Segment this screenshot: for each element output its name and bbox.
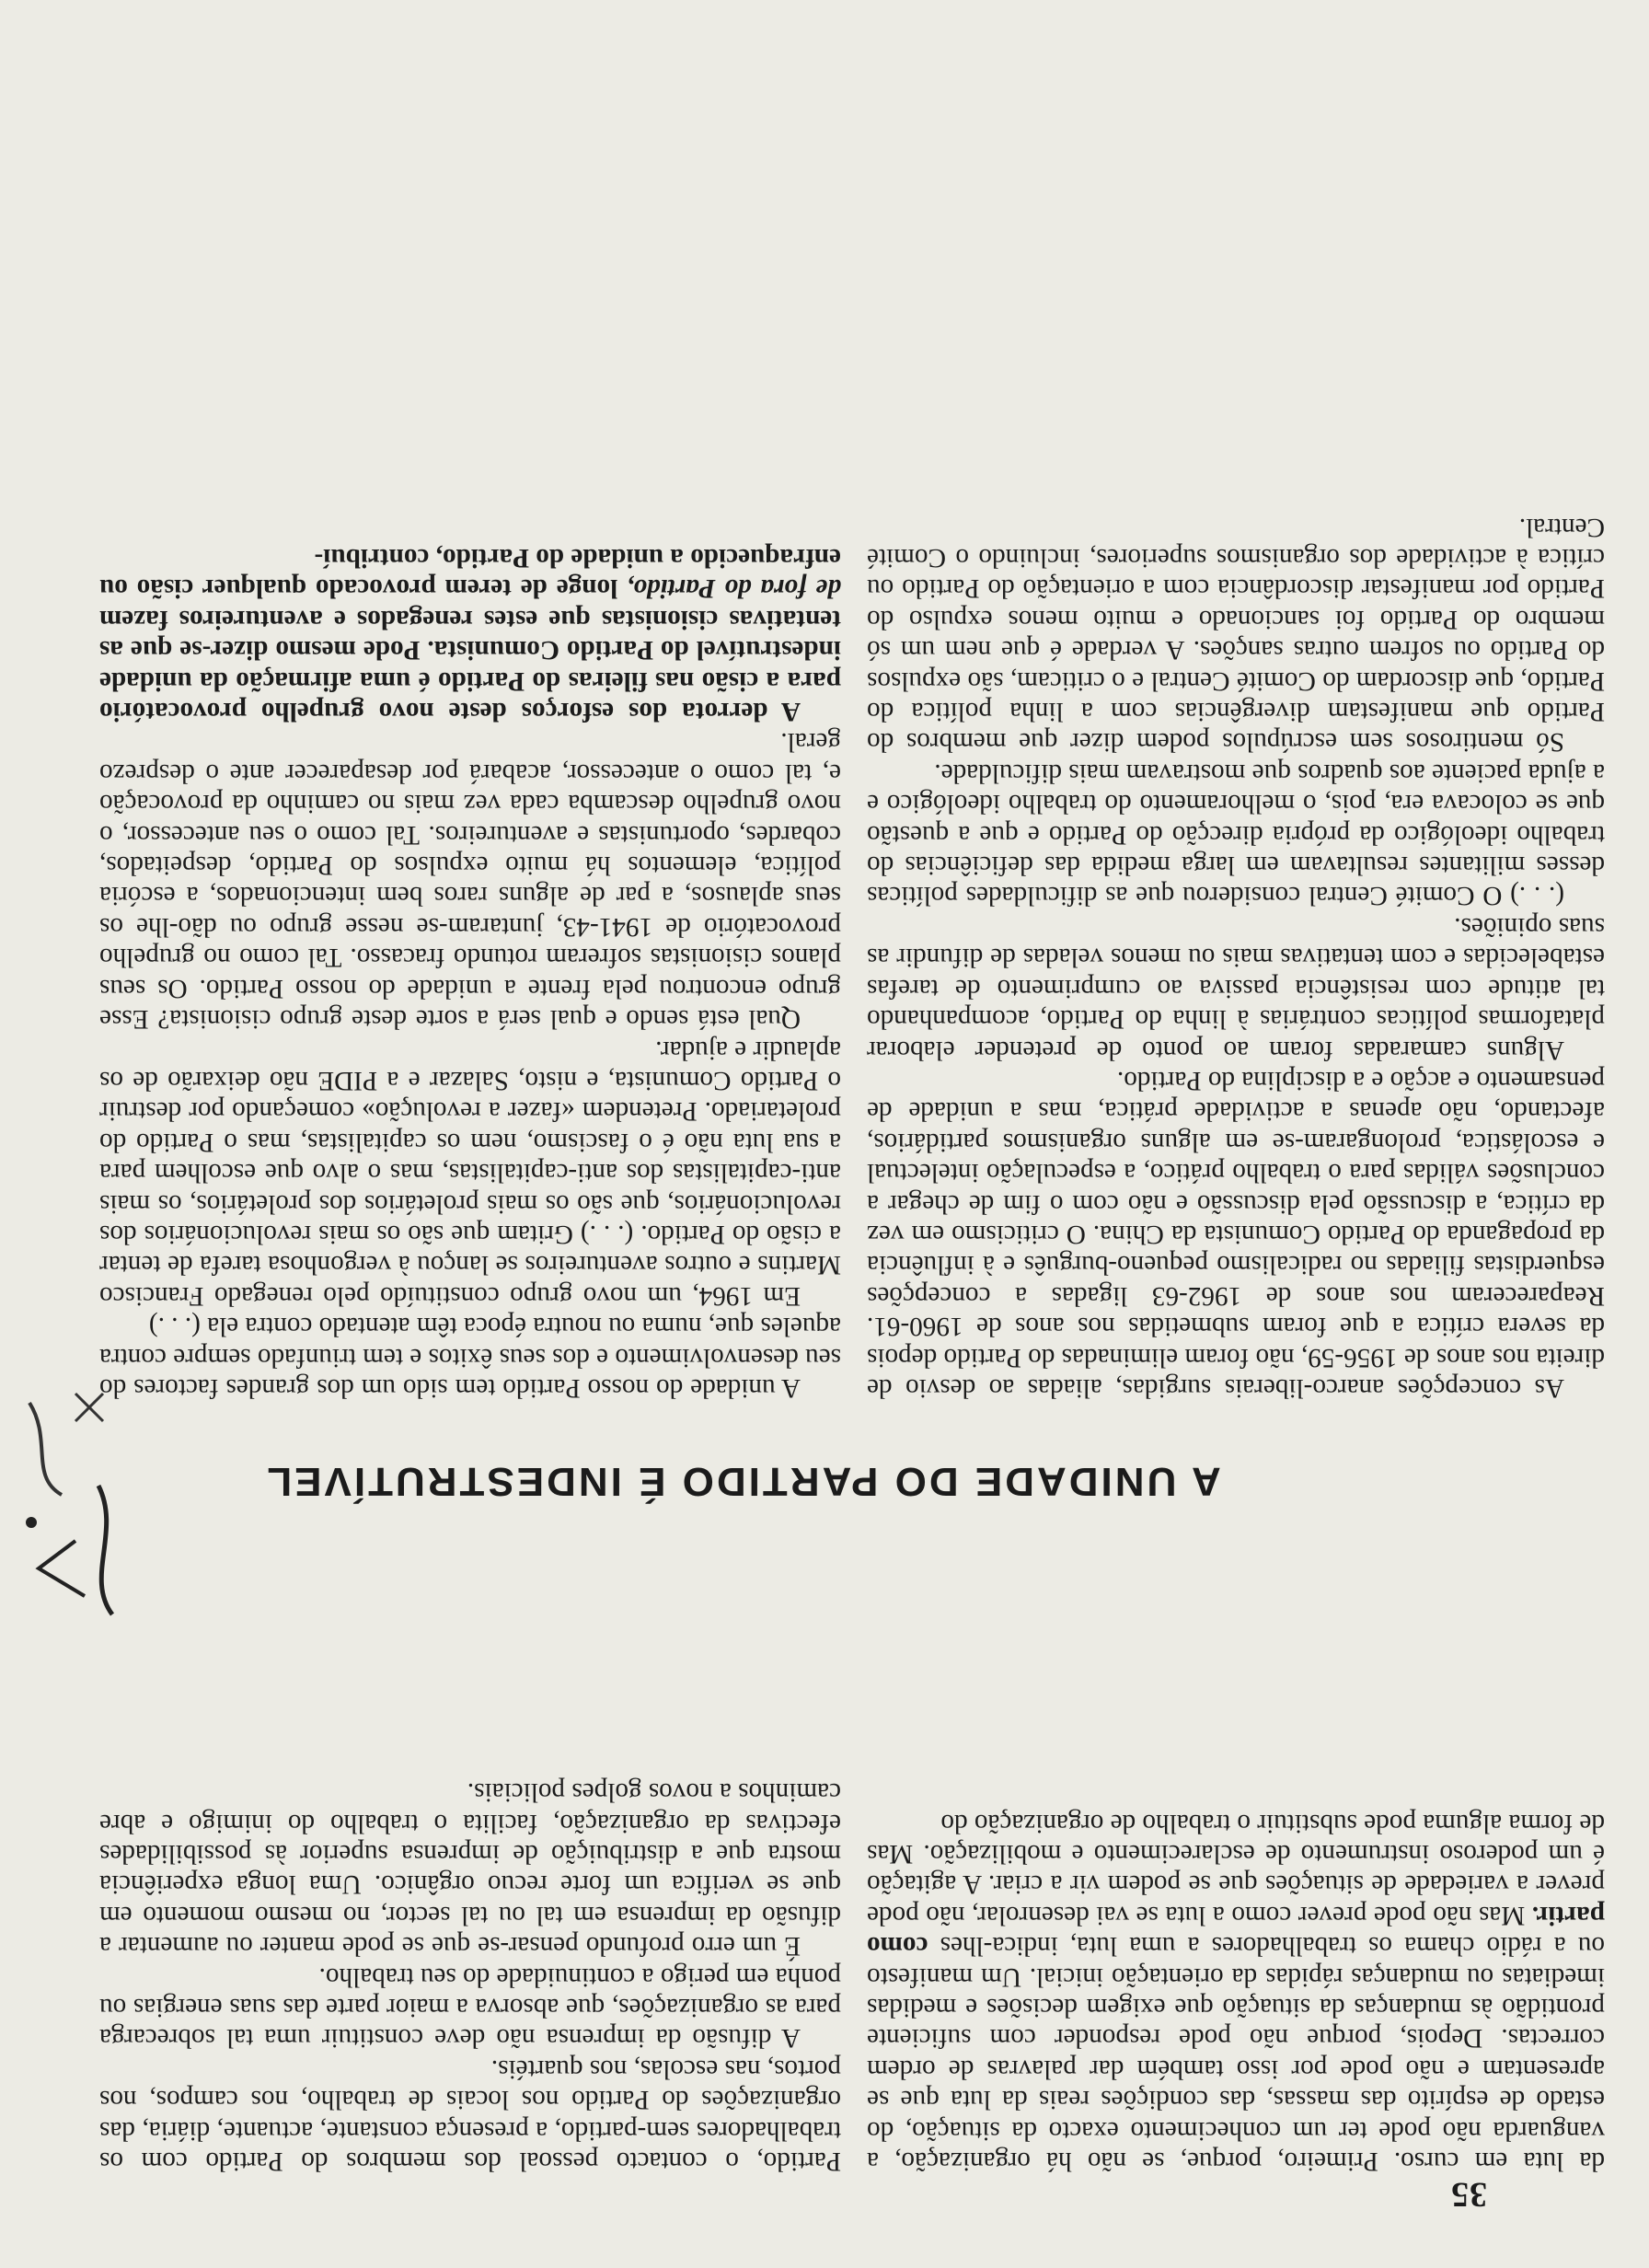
text-run: Mas não pode prever como a luta se vai desenrolar, não pode prever a variedade de situações que se podem vir a criar. A agitação é um poderoso instrumento de esclarecimento e mobilização. Mas de forma alguma pode substituir o trabalho de organização do: [867, 1808, 1605, 1930]
paragraph-bold: [99, 542, 841, 726]
paragraph: Alguns camaradas foram ao ponto de pretender elaborar plataformas políticas contrárias à linha do Partido, acompanhando tal atitude com resistência passiva ao cumprimento de tarefas estabelecidas e com tentativas mais ou menos veladas de difundir as suas opiniões.: [867, 911, 1605, 1065]
handwritten-margin-mark: [2, 1348, 140, 1633]
paragraph: As concepções anarco-liberais surgidas, aliadas ao desvio de direita nos anos de 1956-59, não foram eliminadas do Partido depois da severa crítica a que foram submetidas nos anos de 1960-61. Reapareceram nos anos de 1962-63 ligadas a concepções esquerdistas filiadas no radicalismo pequeno-burguês e à influência da propaganda do Partido Comunista da China. O criticismo em vez da crítica, a discussão pela discussão e não com o fim de chegar a conclusões válidas para o trabalho prático, a especulação intelectual e escolástica, prolongaram-se em alguns organismos partidários, afectando, não apenas a actividade prática, mas a unidade de pensamento e acção e a disciplina do Partido.: [867, 1065, 1605, 1403]
article-headline: A UNIDADE DO PARTIDO É INDESTRUTÍVEL: [264, 1459, 1221, 1504]
paragraph: Em 1964, um novo grupo constituído pelo renegado Francisco Martins e outros aventureiros se lançou à vergonhosa tarefa de tentar a cisão do Partido. (. . .) Gritam que são os mais revolucionários dos revolucionários, que são os mais proletários dos proletários, os mais anti-capitalistas dos anti-capitalistas, mas o alvo que escolhem para a sua luta não é o fascismo, nem os capitalistas, mas o Partido do proletariado. Pretendem «fazer a revolução» começando por destruir o Partido Comunista, e nisto, Salazar e a PIDE não deixarão de os aplaudir e ajudar.: [99, 1035, 841, 1311]
paragraph: A difusão da imprensa não deve constituir uma tal sobrecarga para as organizações, que absorva a maior parte das suas energias ou ponha em perigo a continuidade do seu trabalho.: [99, 1961, 841, 2054]
paragraph: Qual está sendo e qual será a sorte deste grupo cisionista? Esse grupo encontrou pela frente a unidade do nosso Partido. Os seus planos cisionistas sofreram rotundo fracasso. Tal como no grupelho provocatório de 1941-43, juntaram-se nesse grupo ou dão-lhe os seus aplausos, a par de alguns raros bem intencionados, a escória política, elementos há muito expulsos do Partido, despeitados, cobardes, oportunistas e aventureiros. Tal como o seu antecessor, o novo grupelho descamba cada vez mais no caminho da provocação e, tal como o antecessor, acabará por desaparecer ante o desprezo geral.: [99, 727, 841, 1035]
text-run: A derrota dos esforços deste novo grupelho provocatório para a cisão nas fileiras do Partido é uma afirmação da unidade indestrutível do Partido Comunista. Pode mesmo dizer-se que as tentativas cisionistas que estes renegados e aventureiros fazem: [99, 604, 841, 727]
paragraph: A unidade do nosso Partido tem sido um dos grandes factores do seu desenvolvimento e dos seus êxitos e tem triunfado sempre contra aqueles que, numa ou noutra época têm atentado contra ela (. . .): [99, 1312, 841, 1403]
column-left-bottom: [867, 511, 1605, 1403]
page-number: 35: [1450, 2175, 1487, 2214]
text-run: longe de terem provocado qualquer cisão ou enfraquecido a unidade do Partido, contribuí-: [99, 543, 841, 604]
paragraph: Só mentirosos sem escrúpulos podem dizer que membros do Partido que manifestam divergências com a linha política do Partido, que discordam do Comité Central e o criticam, são expulsos do Partido ou sofrem outras sanções. A verdade é que nem um só membro do Partido foi sancionado e muito menos expulso do Partido por manifestar discordância com a orientação do Partido ou crítica à actividade dos organismos superiores, incluindo o Comité Central.: [867, 512, 1605, 758]
column-left-top: [867, 1807, 1605, 2176]
column-right-top: [99, 1776, 841, 2176]
paragraph: [867, 1807, 1605, 2176]
paragraph: É um erro profundo pensar-se que se pode manter ou aumentar a difusão da imprensa em tal ou tal sector, no mesmo momento em que se verifica um forte recuo orgânico. Uma longa experiência mostra que a distribuição de imprensa superior às possibilidades efectivas da organização, facilita o trabalho do inimigo e abre caminhos a novos golpes policiais.: [99, 1777, 841, 1961]
text-run: da luta em curso. Primeiro, porque, se não há organização, a vanguarda não pode ter um conhecimento exacto da situação, do estado de espírito das massas, das condições reais da luta que se apresentam e não pode por isso também dar palavras de ordem correctas. Depois, porque não pode responder com suficiente prontidão às mudanças da situação que exigem decisões e medidas imediatas ou mudanças rápidas da orientação inicial. Um manifesto ou a rádio chama os trabalhadores a uma luta, indica-lhes: [867, 1931, 1605, 2176]
column-right-bottom: [99, 542, 841, 1403]
emphasis-text: como partir.: [867, 1900, 1605, 1961]
emphasis-text: de fora do Partido,: [627, 573, 841, 604]
paragraph: Partido, o contacto pessoal dos membros do Partido com os trabalhadores sem-partido, a presença constante, actuante, diária, das organizações do Partido nos locais de trabalho, nos campos, nos portos, nas escolas, nos quartéis.: [99, 2054, 841, 2176]
paragraph: (. . .) O Comité Central considerou que as dificuldades políticas desses militantes resultavam em larga medida das deficiências do trabalho ideológico da própria direcção do Partido e que a questão que se colocava era, pois, o melhoramento do trabalho ideológico e a ajuda paciente aos quadros que mostravam mais dificuldade.: [867, 758, 1605, 911]
